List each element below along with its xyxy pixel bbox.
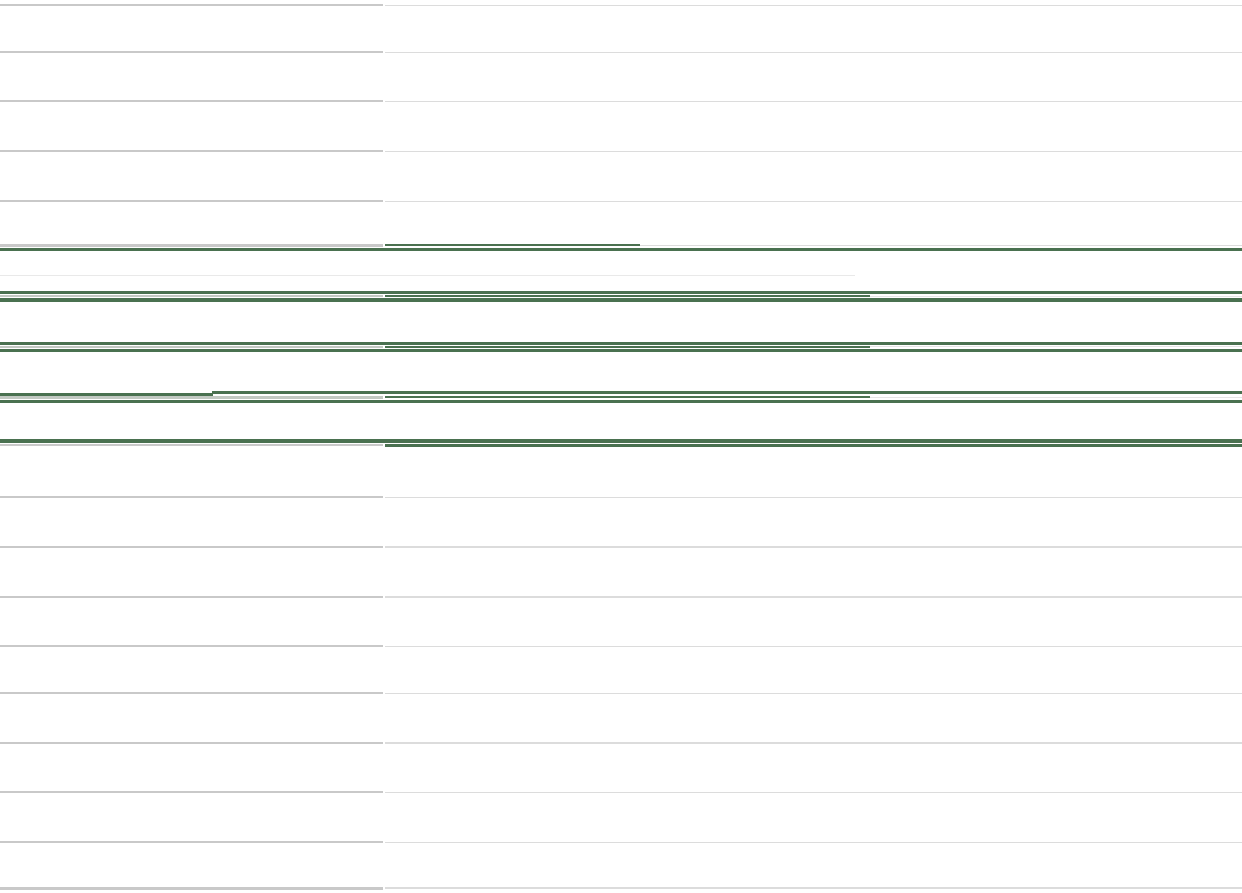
row-rule-segment: [385, 346, 870, 348]
row-rule-segment: [385, 842, 1242, 844]
row-rule-segment: [0, 100, 383, 102]
row-rule-segment: [0, 298, 1242, 301]
row-rule-segment: [385, 596, 1242, 598]
row-rule-segment: [212, 391, 1242, 394]
row-rule-segment: [0, 742, 383, 744]
row-rule-segment: [385, 101, 1242, 103]
row-rule-segment: [0, 393, 213, 396]
row-rule-segment: [0, 400, 1242, 403]
row-rule-segment: [385, 646, 1242, 648]
row-rule-segment: [0, 692, 383, 694]
row-rule-segment: [0, 295, 383, 297]
row-rule-segment: [385, 5, 1242, 7]
row-rule-segment: [0, 645, 383, 647]
row-rule-segment: [0, 396, 383, 398]
row-rule-segment: [385, 295, 870, 297]
row-rule-segment: [0, 248, 1242, 251]
row-rule-segment: [0, 291, 1242, 294]
row-rule-segment: [0, 596, 383, 598]
row-rule-segment: [0, 346, 383, 348]
row-rule-segment: [0, 275, 855, 276]
row-rule-segment: [0, 887, 383, 890]
row-rule-segment: [0, 841, 383, 843]
row-rule-segment: [0, 444, 383, 447]
row-rule-segment: [0, 244, 383, 247]
row-rule-segment: [870, 397, 1242, 398]
row-rule-segment: [0, 4, 383, 6]
row-rule-segment: [385, 887, 1242, 889]
row-rule-segment: [0, 791, 383, 793]
row-rule-segment: [0, 51, 383, 53]
row-rule-segment: [385, 444, 1242, 447]
row-rule-segment: [385, 151, 1242, 153]
row-rule-segment: [0, 439, 1242, 442]
row-rule-segment: [385, 546, 1242, 548]
row-rule-segment: [0, 200, 383, 202]
row-rule-segment: [870, 346, 1242, 347]
row-rule-segment: [385, 693, 1242, 695]
row-rule-segment: [385, 792, 1242, 794]
row-rule-segment: [385, 244, 640, 246]
row-rule-segment: [0, 150, 383, 152]
row-rule-segment: [0, 342, 1242, 345]
row-rule-segment: [385, 396, 870, 398]
row-rule-segment: [870, 296, 1242, 297]
row-rule-segment: [640, 245, 1242, 247]
row-rule-segment: [0, 349, 1242, 352]
row-rule-segment: [0, 496, 383, 498]
row-rule-segment: [385, 497, 1242, 499]
row-rule-segment: [385, 201, 1242, 203]
row-rule-segment: [0, 546, 383, 548]
row-rule-segment: [385, 52, 1242, 54]
row-rule-segment: [385, 742, 1242, 744]
